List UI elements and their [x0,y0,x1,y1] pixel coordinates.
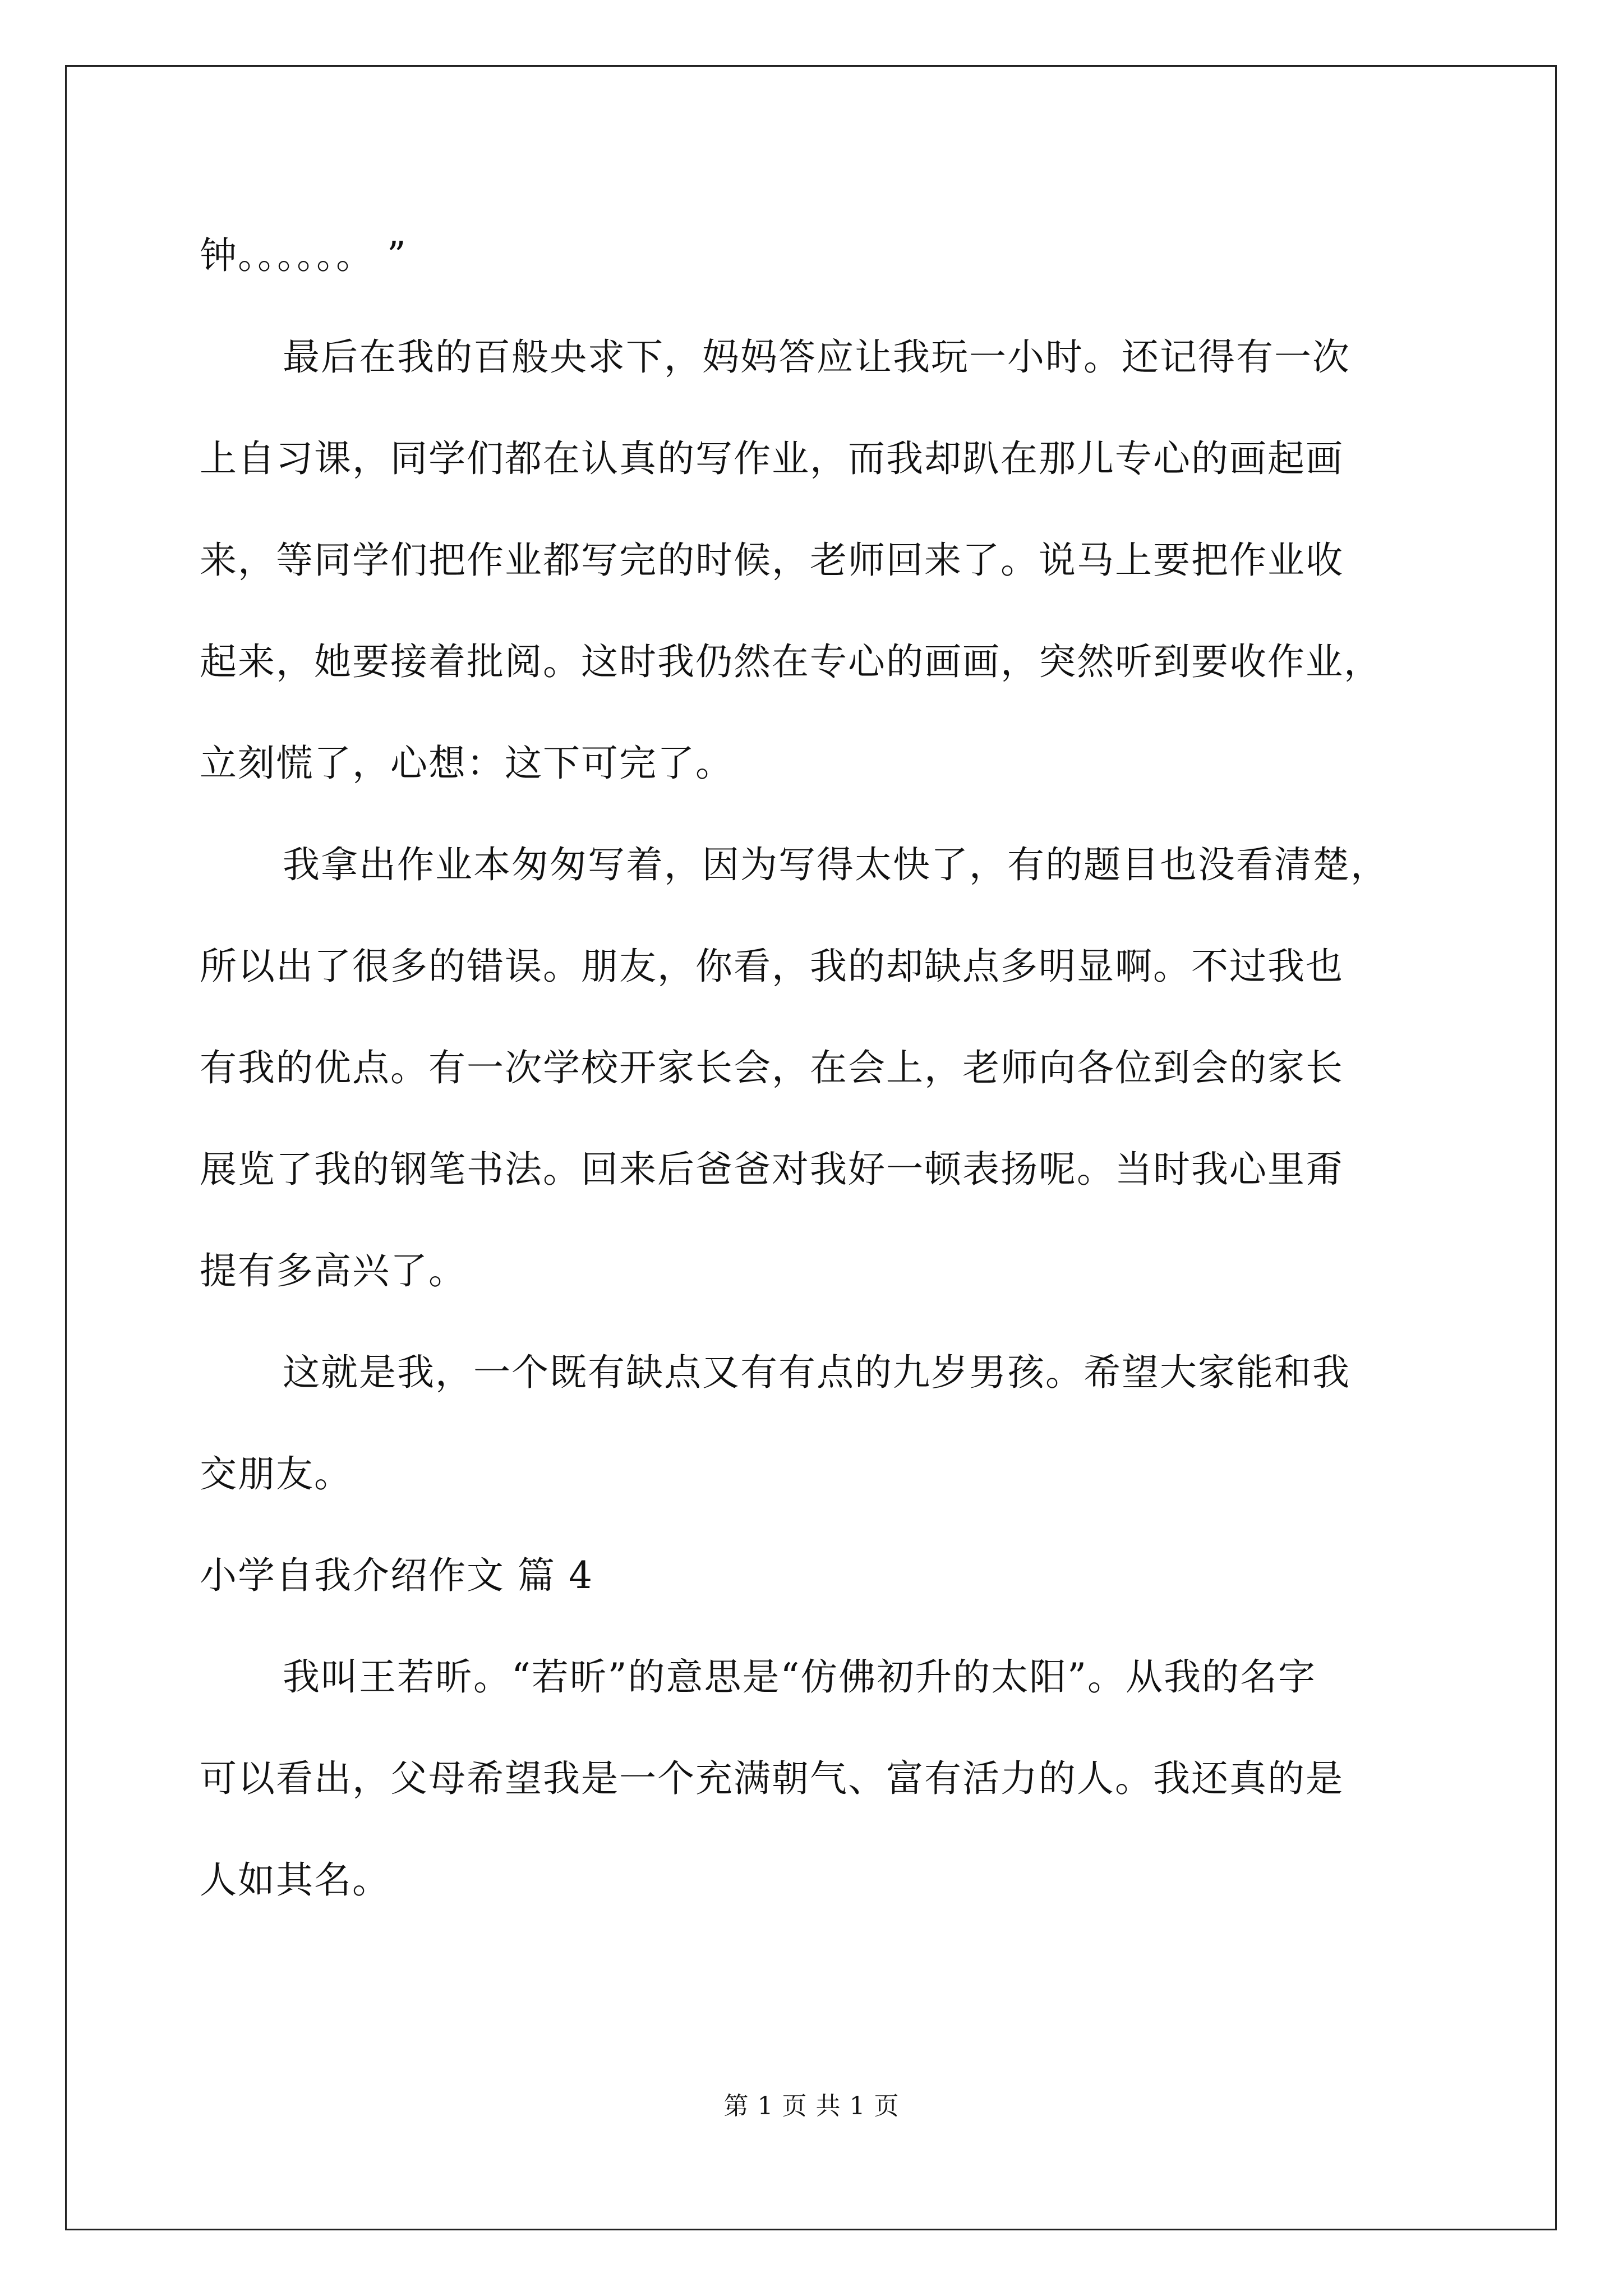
text-line: 这就是我，一个既有缺点又有有点的九岁男孩。希望大家能和我 [283,1351,1350,1394]
text-line: 起来，她要接着批阅。这时我仍然在专心的画画，突然听到要收作业， [200,640,1382,683]
text-line: 我叫王若昕。“若昕”的意思是“仿佛初升的太阳”。从我的名字 [283,1655,1316,1699]
text-line: 交朋友。 [200,1452,352,1496]
page-footer: 第 1 页 共 1 页 [723,2092,900,2120]
text-line: 展览了我的钢笔书法。回来后爸爸对我好一顿表扬呢。当时我心里甭 [200,1148,1344,1191]
text-line: 立刻慌了，心想：这下可完了。 [200,742,734,785]
text-line: 最后在我的百般央求下，妈妈答应让我玩一小时。还记得有一次 [283,335,1350,379]
text-line: 上自习课，同学们都在认真的写作业，而我却趴在那儿专心的画起画 [200,437,1344,480]
text-line: 所以出了很多的错误。朋友，你看，我的却缺点多明显啊。不过我也 [200,945,1344,988]
section-title: 小学自我介绍作文 篇 4 [200,1554,593,1597]
text-line: 钟。。。。。。 ” [200,234,407,277]
text-line: 来，等同学们把作业都写完的时候，老师回来了。说马上要把作业收 [200,539,1344,582]
text-line: 提有多高兴了。 [200,1249,467,1292]
text-line: 我拿出作业本匆匆写着，因为写得太快了，有的题目也没看清楚， [283,843,1389,886]
text-line: 有我的优点。有一次学校开家长会，在会上，老师向各位到会的家长 [200,1046,1344,1089]
text-line: 可以看出，父母希望我是一个充满朝气、富有活力的人。我还真的是 [200,1757,1344,1800]
document-body [200,205,1422,1931]
text-line: 人如其名。 [200,1858,390,1902]
